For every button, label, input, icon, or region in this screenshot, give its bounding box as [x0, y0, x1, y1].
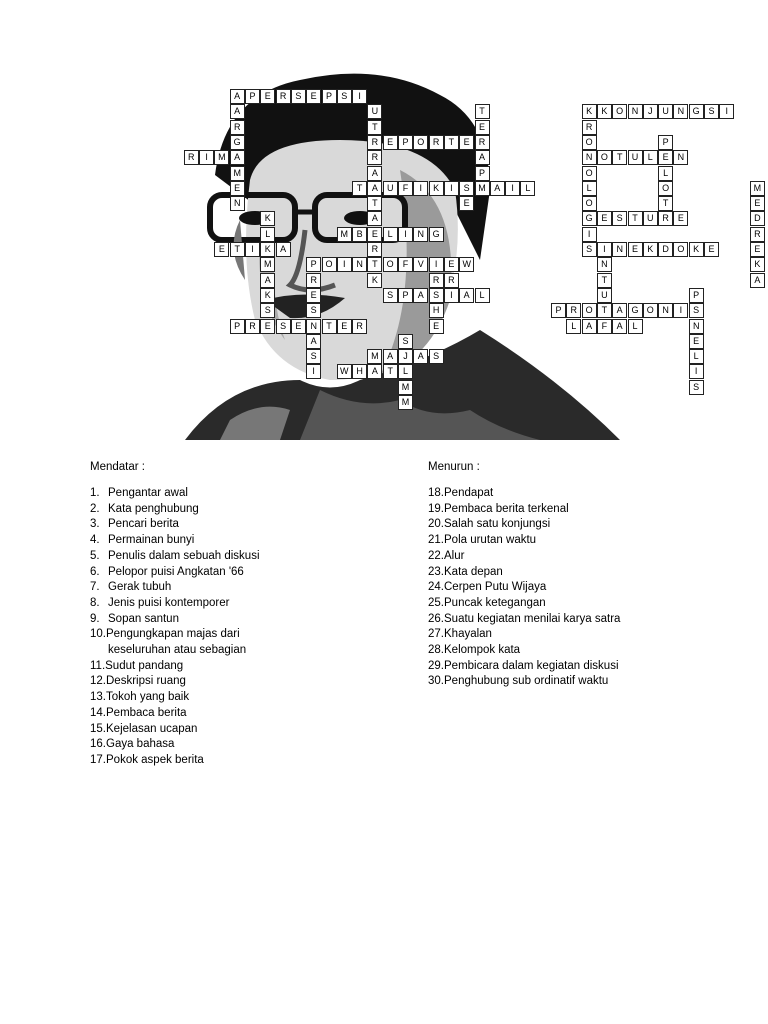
- crossword-cell: I: [689, 364, 704, 379]
- crossword-cell: R: [352, 319, 367, 334]
- clue-number: 22.: [428, 549, 444, 562]
- crossword-cell: O: [643, 303, 658, 318]
- crossword-cell: M: [337, 227, 352, 242]
- crossword-cell: K: [582, 104, 597, 119]
- crossword-cell: T: [383, 364, 398, 379]
- crossword-cell: S: [582, 242, 597, 257]
- crossword-cell: P: [306, 257, 321, 272]
- clue-number: 12.: [90, 675, 106, 688]
- down-clue: [428, 581, 546, 593]
- clue-text: Permainan bunyi: [108, 534, 195, 547]
- clue-number: 30.: [428, 675, 444, 688]
- crossword-cell: K: [597, 104, 612, 119]
- crossword-cell: K: [643, 242, 658, 257]
- across-clue: [90, 644, 246, 656]
- crossword-cell: A: [612, 319, 627, 334]
- crossword-cell: A: [413, 288, 428, 303]
- crossword-cell: L: [643, 150, 658, 165]
- crossword-cell: L: [628, 319, 643, 334]
- crossword-cell: S: [260, 303, 275, 318]
- crossword-cell: S: [689, 380, 704, 395]
- clue-number: 2.: [90, 502, 100, 515]
- clue-text: Pokok aspek berita: [106, 753, 204, 766]
- clue-number: 27.: [428, 628, 444, 641]
- crossword-cell: B: [352, 227, 367, 242]
- crossword-cell: E: [750, 242, 765, 257]
- crossword-cell: U: [383, 181, 398, 196]
- crossword-cell: M: [475, 181, 490, 196]
- crossword-cell: I: [398, 227, 413, 242]
- clue-number: 4.: [90, 534, 100, 547]
- crossword-cell: R: [367, 135, 382, 150]
- clue-number: 1.: [90, 487, 100, 499]
- crossword-cell: H: [352, 364, 367, 379]
- crossword-cell: I: [245, 242, 260, 257]
- crossword-cell: E: [383, 135, 398, 150]
- crossword-cell: E: [260, 319, 275, 334]
- clue-number: 13.: [90, 691, 106, 704]
- crossword-cell: H: [429, 303, 444, 318]
- crossword-cell: U: [628, 150, 643, 165]
- across-clue: [90, 581, 171, 593]
- crossword-cell: N: [673, 104, 688, 119]
- crossword-cell: A: [383, 349, 398, 364]
- clue-number: 24.: [428, 581, 444, 594]
- down-clue: [428, 660, 619, 672]
- clue-text: Salah satu konjungsi: [444, 518, 551, 531]
- crossword-cell: O: [612, 104, 627, 119]
- crossword-cell: R: [184, 150, 199, 165]
- crossword-cell: E: [704, 242, 719, 257]
- clue-text: Pembaca berita terkenal: [444, 502, 569, 515]
- crossword-cell: E: [628, 242, 643, 257]
- crossword-cell: T: [367, 120, 382, 135]
- crossword-cell: E: [291, 319, 306, 334]
- clue-number: 14.: [90, 706, 106, 719]
- crossword-cell: O: [582, 303, 597, 318]
- crossword-cell: S: [459, 181, 474, 196]
- crossword-cell: G: [230, 135, 245, 150]
- crossword-cell: E: [689, 334, 704, 349]
- crossword-cell: L: [582, 181, 597, 196]
- across-clue: [90, 550, 260, 562]
- crossword-cell: U: [367, 104, 382, 119]
- across-clue: [90, 691, 189, 703]
- crossword-cell: F: [597, 319, 612, 334]
- crossword-cell: G: [689, 104, 704, 119]
- crossword-cell: P: [689, 288, 704, 303]
- crossword-cell: P: [245, 89, 260, 104]
- across-clue: [90, 597, 229, 609]
- crossword-cell: I: [429, 257, 444, 272]
- crossword-cell: N: [628, 104, 643, 119]
- crossword-cell: P: [398, 288, 413, 303]
- clue-text: Alur: [444, 549, 465, 562]
- crossword-cell: R: [658, 211, 673, 226]
- crossword-cell: O: [383, 257, 398, 272]
- crossword-cell: T: [352, 181, 367, 196]
- clue-number: 19.: [428, 502, 444, 515]
- crossword-cell: W: [337, 364, 352, 379]
- crossword-cell: O: [673, 242, 688, 257]
- clue-text: Tokoh yang baik: [106, 691, 190, 704]
- crossword-cell: I: [444, 181, 459, 196]
- crossword-cell: W: [459, 257, 474, 272]
- clue-text: Suatu kegiatan menilai karya satra: [444, 612, 621, 625]
- crossword-cell: O: [413, 135, 428, 150]
- crossword-cell: M: [230, 166, 245, 181]
- clue-number: 23.: [428, 565, 444, 578]
- crossword-cell: S: [398, 334, 413, 349]
- crossword-cell: A: [612, 303, 627, 318]
- crossword-cell: E: [673, 211, 688, 226]
- clue-text: Pembicara dalam kegiatan diskusi: [444, 659, 619, 672]
- clue-text: Jenis puisi kontemporer: [108, 596, 230, 609]
- crossword-cell: L: [689, 349, 704, 364]
- crossword-cell: M: [260, 257, 275, 272]
- crossword-cell: L: [566, 319, 581, 334]
- clue-number: 11.: [90, 659, 106, 672]
- crossword-cell: R: [367, 242, 382, 257]
- crossword-cell: I: [719, 104, 734, 119]
- crossword-cell: S: [306, 303, 321, 318]
- across-clue: [90, 675, 186, 687]
- crossword-cell: N: [658, 303, 673, 318]
- crossword-cell: A: [413, 349, 428, 364]
- crossword-cell: T: [597, 303, 612, 318]
- crossword-cell: A: [490, 181, 505, 196]
- crossword-cell: A: [276, 242, 291, 257]
- crossword-cell: D: [658, 242, 673, 257]
- clue-number: 26.: [428, 612, 444, 625]
- crossword-cell: L: [475, 288, 490, 303]
- crossword-cell: L: [260, 227, 275, 242]
- crossword-cell: T: [628, 211, 643, 226]
- crossword-cell: R: [750, 227, 765, 242]
- crossword-cell: E: [658, 150, 673, 165]
- clue-number: 18.: [428, 487, 444, 499]
- across-clue: [90, 487, 188, 499]
- crossword-cell: E: [444, 257, 459, 272]
- down-clue: [428, 644, 520, 656]
- crossword-cell: S: [291, 89, 306, 104]
- crossword-cell: P: [398, 135, 413, 150]
- crossword-cell: N: [597, 257, 612, 272]
- crossword-cell: R: [566, 303, 581, 318]
- crossword-cell: P: [322, 89, 337, 104]
- crossword-cell: I: [673, 303, 688, 318]
- crossword-cell: G: [582, 211, 597, 226]
- crossword-cell: S: [383, 288, 398, 303]
- crossword-cell: R: [276, 89, 291, 104]
- crossword-cell: R: [582, 120, 597, 135]
- crossword-cell: O: [582, 196, 597, 211]
- crossword-cell: K: [750, 257, 765, 272]
- crossword-cell: N: [230, 196, 245, 211]
- crossword-cell: F: [398, 181, 413, 196]
- clue-text: Pengungkapan majas dari: [106, 628, 240, 641]
- crossword-cell: T: [444, 135, 459, 150]
- crossword-cell: A: [750, 273, 765, 288]
- clue-text: Penghubung sub ordinatif waktu: [444, 675, 609, 688]
- crossword-cell: R: [230, 120, 245, 135]
- crossword-cell: A: [367, 181, 382, 196]
- clue-text: Pelopor puisi Angkatan '66: [108, 565, 244, 578]
- crossword-cell: N: [673, 150, 688, 165]
- down-heading: Menurun :: [428, 461, 480, 473]
- crossword-cell: K: [367, 273, 382, 288]
- crossword-cell: E: [337, 319, 352, 334]
- down-clue: [428, 613, 620, 625]
- crossword-cell: L: [383, 227, 398, 242]
- crossword-cell: J: [398, 349, 413, 364]
- crossword-cell: U: [658, 104, 673, 119]
- crossword-cell: A: [459, 288, 474, 303]
- crossword-cell: P: [230, 319, 245, 334]
- crossword-cell: E: [475, 120, 490, 135]
- clue-text: Sudut pandang: [105, 659, 184, 672]
- crossword-cell: R: [429, 273, 444, 288]
- crossword-cell: R: [306, 273, 321, 288]
- crossword-cell: N: [582, 150, 597, 165]
- crossword-cell: K: [260, 242, 275, 257]
- crossword-cell: T: [367, 196, 382, 211]
- crossword-cell: A: [230, 89, 245, 104]
- crossword-cell: E: [367, 227, 382, 242]
- down-clue: [428, 675, 608, 687]
- across-clue: [90, 613, 179, 625]
- crossword-cell: I: [199, 150, 214, 165]
- crossword-cell: S: [306, 349, 321, 364]
- across-clue: [90, 566, 244, 578]
- clue-number: 15.: [90, 722, 106, 735]
- crossword-cell: D: [750, 211, 765, 226]
- crossword-cell: A: [582, 319, 597, 334]
- down-clue: [428, 597, 546, 609]
- crossword-cell: P: [551, 303, 566, 318]
- crossword-cell: E: [597, 211, 612, 226]
- clue-text: Pembaca berita: [106, 706, 187, 719]
- across-clue: [90, 660, 183, 672]
- crossword-cell: S: [429, 349, 444, 364]
- crossword-cell: T: [475, 104, 490, 119]
- clue-number: 5.: [90, 549, 100, 562]
- crossword-cell: I: [505, 181, 520, 196]
- crossword-cell: T: [612, 150, 627, 165]
- crossword-cell: A: [306, 334, 321, 349]
- crossword-cell: S: [704, 104, 719, 119]
- clue-number: 20.: [428, 518, 444, 531]
- crossword-cell: N: [306, 319, 321, 334]
- clue-number: 6.: [90, 565, 100, 578]
- clue-number: 28.: [428, 644, 444, 656]
- crossword-cell: K: [260, 211, 275, 226]
- clue-number: 16.: [90, 738, 106, 751]
- across-clue: [90, 754, 204, 766]
- crossword-cell: P: [658, 135, 673, 150]
- clue-text: Gaya bahasa: [106, 738, 175, 751]
- across-clue: [90, 503, 199, 515]
- clue-text: Deskripsi ruang: [106, 675, 186, 688]
- down-clue: [428, 487, 493, 499]
- crossword-cell: N: [689, 319, 704, 334]
- clue-text: Gerak tubuh: [108, 581, 172, 594]
- across-heading: Mendatar :: [90, 461, 145, 473]
- crossword-cell: E: [214, 242, 229, 257]
- clue-text: Cerpen Putu Wijaya: [444, 581, 547, 594]
- crossword-cell: O: [597, 150, 612, 165]
- clue-text: keseluruhan atau sebagian: [108, 644, 247, 656]
- down-clue: [428, 518, 550, 530]
- clue-text: Khayalan: [444, 628, 492, 641]
- clue-text: Pendapat: [444, 487, 494, 499]
- crossword-cell: O: [582, 166, 597, 181]
- crossword-cell: G: [628, 303, 643, 318]
- clue-number: 8.: [90, 596, 100, 609]
- clue-text: Kejelasan ucapan: [106, 722, 198, 735]
- crossword-cell: T: [367, 257, 382, 272]
- crossword-cell: I: [337, 257, 352, 272]
- crossword-cell: S: [689, 303, 704, 318]
- crossword-cell: N: [612, 242, 627, 257]
- crossword-grid: [0, 0, 768, 440]
- crossword-cell: M: [214, 150, 229, 165]
- crossword-cell: M: [750, 181, 765, 196]
- crossword-cell: T: [322, 319, 337, 334]
- crossword-cell: F: [398, 257, 413, 272]
- crossword-cell: E: [260, 89, 275, 104]
- crossword-cell: M: [398, 395, 413, 410]
- crossword-cell: A: [367, 364, 382, 379]
- crossword-cell: R: [367, 150, 382, 165]
- crossword-cell: O: [322, 257, 337, 272]
- crossword-cell: P: [475, 166, 490, 181]
- clue-number: 3.: [90, 518, 100, 531]
- clue-text: Pengantar awal: [108, 487, 188, 499]
- crossword-cell: U: [643, 211, 658, 226]
- crossword-cell: E: [459, 196, 474, 211]
- crossword-cell: A: [367, 166, 382, 181]
- crossword-cell: S: [612, 211, 627, 226]
- clue-text: Sopan santun: [108, 612, 179, 625]
- crossword-cell: K: [260, 288, 275, 303]
- down-clue: [428, 503, 569, 515]
- clue-text: Puncak ketegangan: [444, 596, 546, 609]
- clue-number: 10.: [90, 628, 106, 641]
- clue-text: Kata depan: [444, 565, 503, 578]
- crossword-cell: R: [429, 135, 444, 150]
- crossword-cell: A: [475, 150, 490, 165]
- crossword-cell: E: [230, 181, 245, 196]
- crossword-cell: I: [597, 242, 612, 257]
- across-clue: [90, 628, 240, 640]
- crossword-cell: I: [306, 364, 321, 379]
- crossword-cell: L: [398, 364, 413, 379]
- across-clue: [90, 707, 187, 719]
- clue-text: Penulis dalam sebuah diskusi: [108, 549, 260, 562]
- crossword-cell: K: [689, 242, 704, 257]
- crossword-cell: A: [367, 211, 382, 226]
- crossword-cell: U: [597, 288, 612, 303]
- clue-number: 7.: [90, 581, 100, 594]
- crossword-cell: V: [413, 257, 428, 272]
- clue-number: 17.: [90, 753, 106, 766]
- clue-text: Pencari berita: [108, 518, 179, 531]
- crossword-cell: I: [582, 227, 597, 242]
- crossword-cell: T: [658, 196, 673, 211]
- clue-number: 29.: [428, 659, 444, 672]
- across-clue: [90, 534, 194, 546]
- crossword-cell: E: [306, 89, 321, 104]
- crossword-cell: A: [230, 104, 245, 119]
- crossword-cell: T: [597, 273, 612, 288]
- crossword-cell: E: [429, 319, 444, 334]
- down-clue: [428, 550, 464, 562]
- crossword-cell: S: [429, 288, 444, 303]
- clue-text: Kelompok kata: [444, 644, 521, 656]
- crossword-cell: K: [429, 181, 444, 196]
- crossword-cell: G: [429, 227, 444, 242]
- crossword-cell: R: [444, 273, 459, 288]
- crossword-cell: M: [398, 380, 413, 395]
- crossword-cell: R: [245, 319, 260, 334]
- clue-number: 9.: [90, 612, 100, 625]
- crossword-cell: L: [658, 166, 673, 181]
- crossword-cell: S: [337, 89, 352, 104]
- clue-number: 25.: [428, 596, 444, 609]
- clue-text: Pola urutan waktu: [444, 534, 537, 547]
- across-clue: [90, 518, 179, 530]
- down-clue: [428, 566, 503, 578]
- crossword-cell: M: [367, 349, 382, 364]
- crossword-cell: A: [230, 150, 245, 165]
- crossword-cell: J: [643, 104, 658, 119]
- crossword-cell: O: [658, 181, 673, 196]
- crossword-cell: I: [444, 288, 459, 303]
- crossword-cell: I: [413, 181, 428, 196]
- crossword-cell: T: [230, 242, 245, 257]
- crossword-cell: N: [352, 257, 367, 272]
- crossword-cell: E: [306, 288, 321, 303]
- crossword-cell: E: [750, 196, 765, 211]
- across-clue: [90, 723, 197, 735]
- crossword-cell: R: [475, 135, 490, 150]
- down-clue: [428, 534, 536, 546]
- crossword-cell: O: [582, 135, 597, 150]
- crossword-cell: L: [520, 181, 535, 196]
- crossword-cell: E: [459, 135, 474, 150]
- crossword-cell: A: [260, 273, 275, 288]
- clue-number: 21.: [428, 534, 444, 547]
- crossword-cell: S: [276, 319, 291, 334]
- crossword-cell: N: [413, 227, 428, 242]
- across-clue: [90, 738, 174, 750]
- down-clue: [428, 628, 492, 640]
- crossword-cell: I: [352, 89, 367, 104]
- clue-text: Kata penghubung: [108, 502, 199, 515]
